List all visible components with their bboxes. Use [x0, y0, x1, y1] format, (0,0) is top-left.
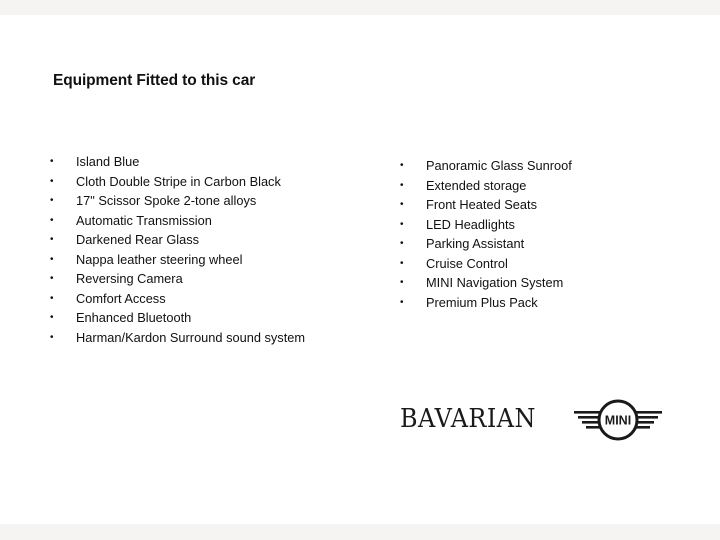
bullet-icon: •: [50, 195, 54, 206]
bullet-icon: •: [50, 156, 54, 167]
branding: [400, 388, 664, 448]
bullet-icon: •: [50, 234, 54, 245]
equipment-item-label: Parking Assistant: [426, 236, 525, 251]
equipment-item-label: LED Headlights: [426, 216, 515, 232]
bullet-icon: •: [400, 257, 404, 269]
bullet-icon: •: [50, 331, 54, 343]
right-wing: [636, 411, 662, 429]
equipment-item-label: Island Blue: [76, 154, 140, 169]
equipment-item-label: 17" Scissor Spoke 2-tone alloys: [76, 193, 257, 208]
bullet-icon: •: [400, 218, 404, 230]
bullet-icon: •: [400, 179, 404, 191]
equipment-item-label: Reversing Camera: [76, 271, 183, 286]
bullet-icon: •: [50, 214, 54, 226]
equipment-item-label: Nappa leather steering wheel: [76, 251, 243, 267]
bullet-icon: •: [50, 292, 54, 304]
mini-logo-icon: [572, 398, 664, 442]
equipment-item-label: Premium Plus Pack: [426, 294, 538, 310]
bullet-icon: •: [400, 199, 404, 210]
bullet-icon: •: [50, 175, 54, 187]
equipment-item-label: Cruise Control: [426, 255, 508, 271]
equipment-item-label: Harman/Kardon Surround sound system: [76, 329, 306, 345]
equipment-item-label: Front Heated Seats: [426, 197, 537, 212]
equipment-sheet: [0, 15, 720, 524]
equipment-item-label: Darkened Rear Glass: [76, 232, 200, 247]
left-wing: [574, 411, 600, 429]
bullet-icon: •: [400, 160, 404, 171]
equipment-item-label: Enhanced Bluetooth: [76, 310, 192, 325]
bullet-icon: •: [400, 296, 404, 308]
equipment-item-label: MINI Navigation System: [426, 275, 564, 290]
bullet-icon: •: [50, 273, 54, 284]
dealer-wordmark: BAVARIAN: [400, 404, 536, 434]
equipment-item-label: Cloth Double Stripe in Carbon Black: [76, 173, 281, 189]
equipment-item-label: Automatic Transmission: [76, 212, 212, 228]
mini-logo-text: MINI: [604, 413, 632, 428]
bullet-icon: •: [50, 253, 54, 265]
page-title: Equipment Fitted to this car: [53, 72, 256, 89]
equipment-item-label: Comfort Access: [76, 290, 166, 306]
equipment-item-label: Extended storage: [426, 177, 527, 193]
bullet-icon: •: [50, 312, 54, 323]
bullet-icon: •: [400, 238, 404, 249]
bullet-icon: •: [400, 277, 404, 288]
equipment-item-label: Panoramic Glass Sunroof: [426, 158, 572, 173]
